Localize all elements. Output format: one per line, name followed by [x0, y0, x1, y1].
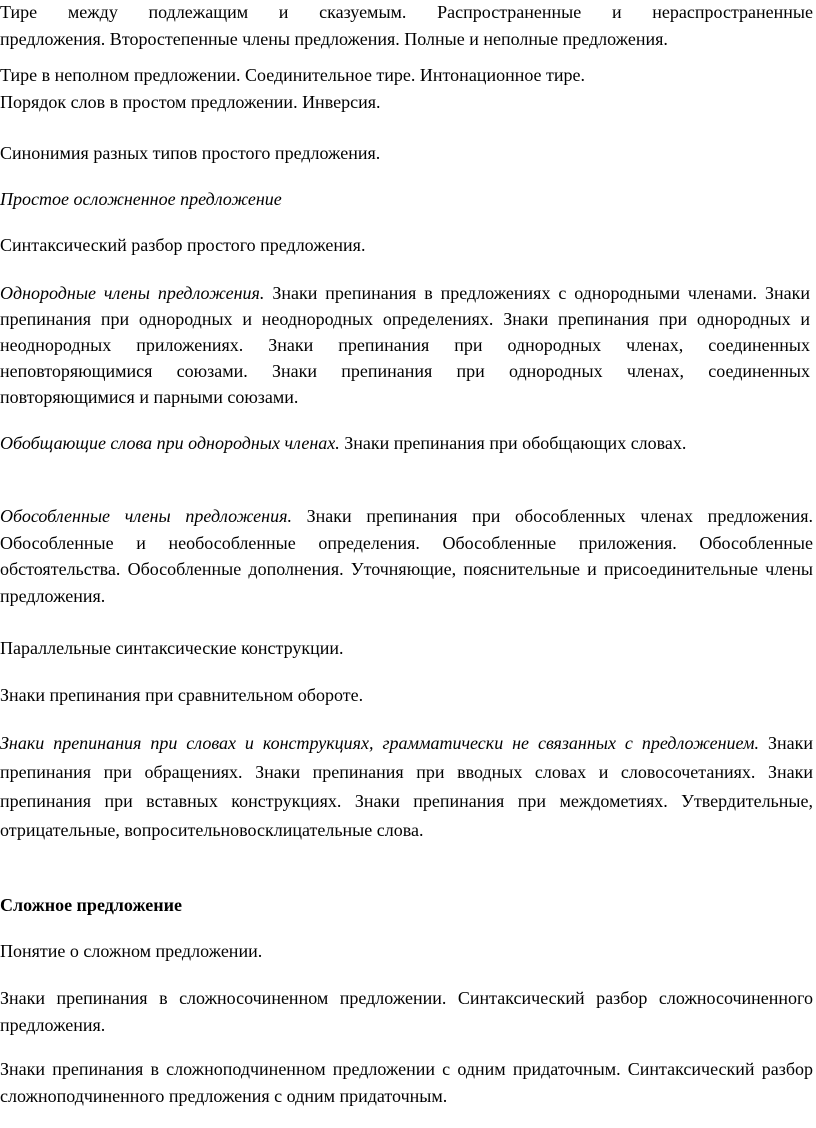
- paragraph-text: Знаки препинания при обособленных членах предложения. Обособленные и необособленные определения. Обособленные приложения. Обособленные обстоятельства. Обособленные дополнения. Уточняющие, пояснительные и присоединительные члены предложения.: [0, 506, 813, 606]
- paragraph: Порядок слов в простом предложении. Инверсия.: [0, 92, 381, 112]
- paragraph-lead: Обособленные члены предложения.: [0, 506, 292, 526]
- paragraph: Понятие о сложном предложении.: [0, 941, 263, 961]
- paragraph: [0, 431, 760, 457]
- paragraph-lead: Обобщающие слова при однородных членах.: [0, 433, 340, 453]
- paragraph-line: предложения. Второстепенные члены предложения. Полные и неполные предложения.: [0, 29, 668, 49]
- paragraph: Параллельные синтаксические конструкции.: [0, 638, 344, 658]
- paragraph: Синонимия разных типов простого предложения.: [0, 143, 381, 163]
- section-heading: Сложное предложение: [0, 895, 182, 915]
- paragraph: [0, 729, 813, 845]
- paragraph-lead: Знаки препинания при словах и конструкциях, грамматически не связанных с предложением.: [0, 733, 760, 753]
- paragraph: Тире в неполном предложении. Соединительное тире. Интонационное тире.: [0, 65, 586, 85]
- paragraph: Синтаксический разбор простого предложения.: [0, 235, 366, 255]
- paragraph-text: Знаки препинания в предложениях с однородными членами. Знаки препинания при однородных и неоднородных определениях. Знаки препинания при однородных и неоднородных приложениях. Знаки препинания при однородных членах, соединенных неповторяющимися союзами. Знаки препинания при однородных членах, соединенных повторяющимися и парными союзами.: [0, 283, 810, 407]
- section-heading: Простое осложненное предложение: [0, 189, 282, 209]
- paragraph-text: Знаки препинания при обращениях. Знаки препинания при вводных словах и словосочетаниях. Знаки препинания при вставных конструкциях. Знаки препинания при междометиях. Утвердительные, отрицательные, вопросительновосклицательные слова.: [0, 733, 813, 840]
- paragraph-text: Знаки препинания при обобщающих словах.: [339, 433, 687, 453]
- paragraph-lead: Однородные члены предложения.: [0, 283, 265, 303]
- paragraph: Знаки препинания при сравнительном обороте.: [0, 685, 364, 705]
- paragraph-line: Тире между подлежащим и сказуемым. Распространенные и нераспространенные: [0, 2, 813, 22]
- paragraph: Знаки препинания в сложноподчиненном предложении с одним придаточным. Синтаксический разбор сложноподчиненного предложения с одним придаточным.: [0, 1059, 813, 1106]
- paragraph: Знаки препинания в сложносочиненном предложении. Синтаксический разбор сложносочиненного предложения.: [0, 988, 813, 1035]
- paragraph: [0, 503, 813, 609]
- paragraph: [0, 280, 810, 410]
